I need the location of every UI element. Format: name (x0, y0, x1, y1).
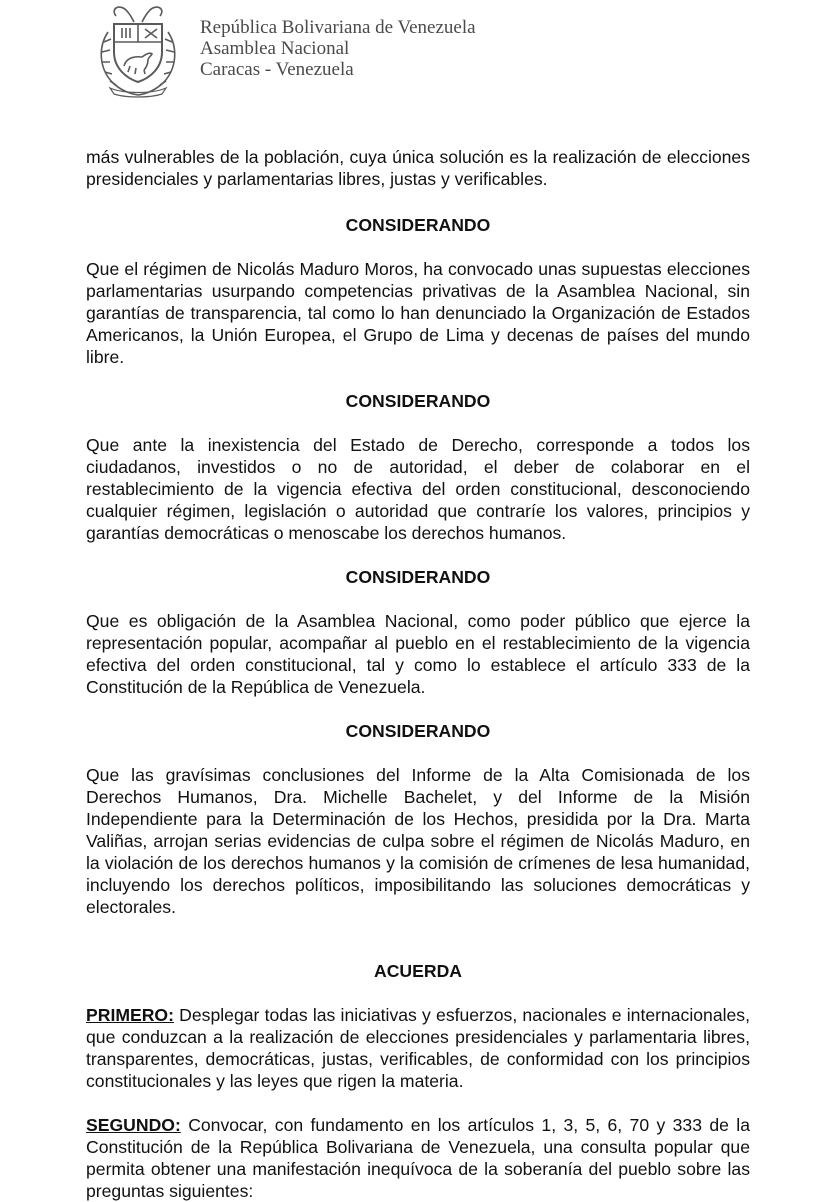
letterhead-country: República Bolivariana de Venezuela (200, 17, 476, 38)
acuerda-heading: ACUERDA (374, 961, 462, 981)
segundo-paragraph (86, 1114, 750, 1202)
considerando-heading-2: CONSIDERANDO (345, 391, 491, 411)
considerando-heading-4: CONSIDERANDO (345, 721, 491, 741)
continuation-paragraph: más vulnerables de la población, cuya única solución es la realización de elecciones presidenciales y parlamentarias libres, justas y verificables. (86, 147, 750, 189)
considerando-paragraph-4: Que las gravísimas conclusiones del Informe de la Alta Comisionada de los Derechos Humanos, Dra. Michelle Bachelet, y del Informe de la Misión Independiente para la Determinación de los Hechos, presidida por la Dra. Marta Valiñas, arrojan serias evidencias de culpa sobre el régimen de Nicolás Maduro, en la violación de los derechos humanos y la comisión de crímenes de lesa humanidad, incluyendo los derechos políticos, imposibilitando las soluciones democráticas y electorales. (86, 765, 750, 917)
considerando-paragraph-2: Que ante la inexistencia del Estado de Derecho, corresponde a todos los ciudadanos, investidos o no de autoridad, el deber de colaborar en el restablecimiento de la vigencia efectiva del orden constitucional, desconociendo cualquier régimen, legislación o autoridad que contraríe los valores, principios y garantías democráticas o menoscabe los derechos humanos. (86, 435, 750, 543)
letterhead-city: Caracas - Venezuela (200, 59, 354, 80)
letterhead-institution: Asamblea Nacional (200, 38, 350, 59)
letterhead (90, 2, 476, 102)
considerando-paragraph-3: Que es obligación de la Asamblea Nacional, como poder público que ejerce la representación popular, acompañar al pueblo en el restablecimiento de la vigencia efectiva del orden constitucional, tal y como lo establece el artículo 333 de la Constitución de la República de Venezuela. (86, 611, 750, 697)
primero-label: PRIMERO: (86, 1005, 174, 1025)
considerando-paragraph-1: Que el régimen de Nicolás Maduro Moros, ha convocado unas supuestas elecciones parlamentarias usurpando competencias privativas de la Asamblea Nacional, sin garantías de transparencia, tal como lo han denunciado la Organización de Estados Americanos, la Unión Europea, el Grupo de Lima y decenas de países del mundo libre. (86, 259, 750, 367)
segundo-text: Convocar, con fundamento en los artículos 1, 3, 5, 6, 70 y 333 de la Constitución de la República Bolivariana de Venezuela, una consulta popular que permita obtener una manifestación inequívoca de la soberanía del pueblo sobre las preguntas siguientes: (86, 1115, 750, 1201)
segundo-label: SEGUNDO: (86, 1115, 181, 1135)
considerando-heading-1: CONSIDERANDO (345, 215, 491, 235)
coat-of-arms-icon (90, 2, 186, 100)
primero-text: Desplegar todas las iniciativas y esfuerzos, nacionales e internacionales, que conduzcan a la realización de elecciones presidenciales y parlamentaria libres, transparentes, democráticas, justas, verificables, de conformidad con los principios constitucionales y las leyes que rigen la materia. (86, 1005, 750, 1091)
primero-paragraph (86, 1004, 750, 1092)
document-body (86, 146, 750, 1202)
letterhead-text (200, 17, 476, 80)
considerando-heading-3: CONSIDERANDO (345, 567, 491, 587)
